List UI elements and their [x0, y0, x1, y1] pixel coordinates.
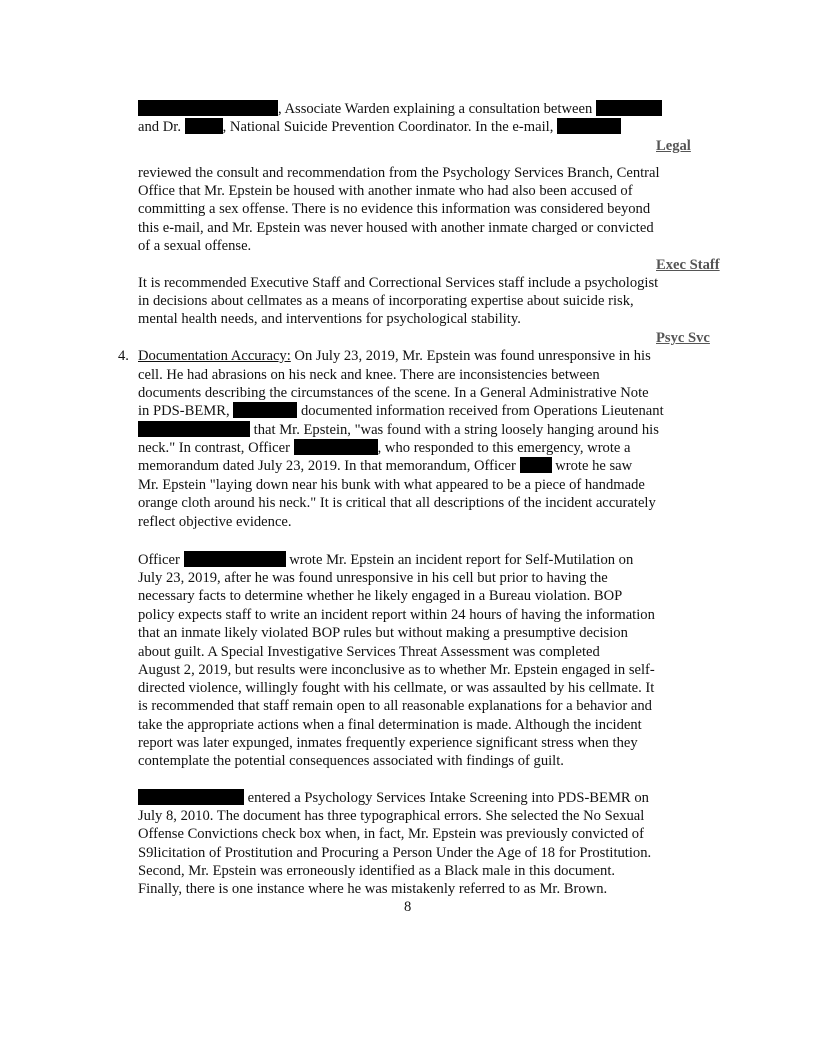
redaction — [233, 402, 297, 418]
redaction — [138, 100, 278, 116]
redaction — [185, 118, 223, 134]
block2-text-line: mental health needs, and interventions for psychological stability. — [138, 311, 521, 327]
para3-line: July 8, 2010. The document has three typographical errors. She selected the No Sexual — [138, 808, 645, 824]
block1-text-line: of a sexual offense. — [138, 238, 252, 254]
para2-line: is recommended that staff remain open to all reasonable explanations for a behavior and — [138, 698, 652, 714]
para3-line: Finally, there is one instance where he was mistakenly referred to as Mr. Brown. — [138, 881, 608, 897]
para2-line: policy expects staff to write an incident report within 24 hours of having the information — [138, 607, 655, 623]
block2-text-line: It is recommended Executive Staff and Correctional Services staff include a psychologist — [138, 275, 659, 291]
block1-text-line: reviewed the consult and recommendation from the Psychology Services Branch, Central — [138, 165, 660, 181]
redaction — [596, 100, 662, 116]
para3-line1 — [138, 789, 649, 807]
redaction — [557, 118, 621, 134]
para2-line: take the appropriate actions when a final determination is made. Although the incident — [138, 717, 642, 733]
text: memorandum dated July 23, 2019. In that memorandum, Officer — [138, 458, 516, 474]
block2-text-line: in decisions about cellmates as a means of incorporating expertise about suicide risk, — [138, 293, 634, 309]
text: On July 23, 2019, Mr. Epstein was found unresponsive in his — [290, 348, 651, 364]
para3-line: S9licitation of Prostitution and Procuring a Person Under the Age of 18 for Prostitution. — [138, 845, 652, 861]
text: neck." In contrast, Officer — [138, 440, 290, 456]
text: , Associate Warden explaining a consultation between — [278, 101, 593, 117]
page-number: 8 — [404, 899, 412, 915]
text: , who responded to this emergency, wrote a — [377, 440, 631, 456]
text: , National Suicide Prevention Coordinator. In the e-mail, — [222, 119, 554, 135]
item4-line: cell. He had abrasions on his neck and knee. There are inconsistencies between — [138, 367, 600, 383]
redaction — [138, 421, 250, 437]
text: documented information received from Operations Lieutenant — [300, 403, 664, 419]
item4-line4 — [138, 402, 664, 420]
text: entered a Psychology Services Intake Screening into PDS-BEMR on — [247, 790, 649, 806]
redaction — [138, 789, 244, 805]
redaction — [184, 551, 286, 567]
para2-line: report was later expunged, inmates frequently experience significant stress when they — [138, 735, 638, 751]
text: and Dr. — [138, 119, 181, 135]
para3-line: Second, Mr. Epstein was erroneously identified as a Black male in this document. — [138, 863, 616, 879]
para3-line: Offense Convictions check box when, in fact, Mr. Epstein was previously convicted of — [138, 826, 644, 842]
para2-line: directed violence, willingly fought with his cellmate, or was assaulted by his cellmate. It — [138, 680, 655, 696]
item4-line5 — [138, 421, 659, 439]
para2-line: necessary facts to determine whether he likely engaged in a Bureau violation. BOP — [138, 588, 623, 604]
redaction — [294, 439, 378, 455]
para2-line1 — [138, 551, 633, 569]
para2-line: about guilt. A Special Investigative Services Threat Assessment was completed — [138, 644, 600, 660]
text: in PDS-BEMR, — [138, 403, 230, 419]
text: wrote he saw — [555, 458, 633, 474]
item4-line7 — [138, 457, 632, 475]
block1-text-line: Office that Mr. Epstein be housed with another inmate who had also been accused of — [138, 183, 633, 199]
legal-tag: Legal — [656, 138, 691, 154]
block1-line1 — [138, 100, 662, 118]
text: Officer — [138, 552, 180, 568]
item4-line: reflect objective evidence. — [138, 514, 292, 530]
redaction — [520, 457, 552, 473]
item4-line: documents describing the circumstances of the scene. In a General Administrative Note — [138, 385, 649, 401]
section-heading: Documentation Accuracy: — [138, 348, 291, 364]
block1-line2 — [138, 118, 621, 136]
item4-line6 — [138, 439, 631, 457]
block1-text-line: committing a sex offense. There is no evidence this information was considered beyond — [138, 201, 651, 217]
para2-line: contemplate the potential consequences associated with findings of guilt. — [138, 753, 564, 769]
text: that Mr. Epstein, "was found with a string loosely hanging around his — [253, 422, 659, 438]
list-number: 4. — [118, 348, 129, 364]
item4-line: orange cloth around his neck." It is critical that all descriptions of the incident accurately — [138, 495, 656, 511]
item4-line: Mr. Epstein "laying down near his bunk with what appeared to be a piece of handmade — [138, 477, 645, 493]
exec-staff-tag: Exec Staff — [656, 257, 720, 273]
para2-line: that an inmate likely violated BOP rules but without making a presumptive decision — [138, 625, 628, 641]
block1-text-line: this e-mail, and Mr. Epstein was never housed with another inmate charged or convicted — [138, 220, 654, 236]
item4-line1 — [138, 347, 651, 365]
para2-line: July 23, 2019, after he was found unresponsive in his cell but prior to having the — [138, 570, 608, 586]
text: wrote Mr. Epstein an incident report for Self-Mutilation on — [289, 552, 634, 568]
para2-line: August 2, 2019, but results were inconclusive as to whether Mr. Epstein engaged in self- — [138, 662, 655, 678]
psyc-svc-tag: Psyc Svc — [656, 330, 710, 346]
